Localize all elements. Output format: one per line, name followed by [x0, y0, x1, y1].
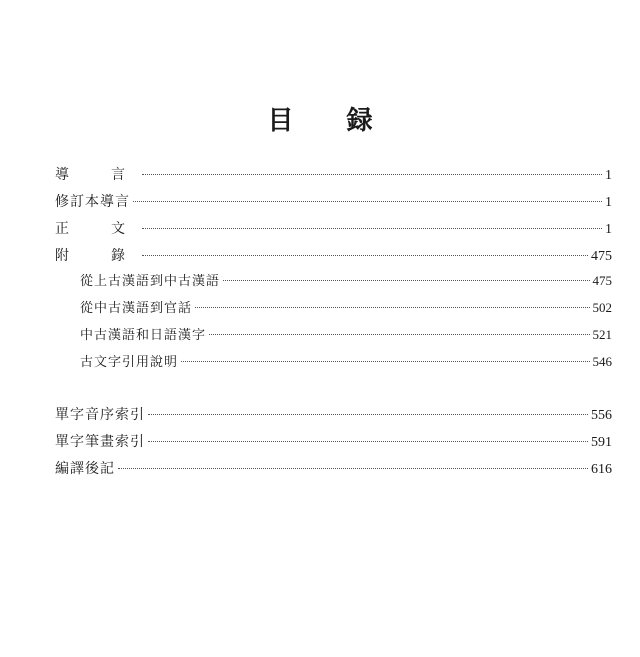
- appendix-entries-list: [80, 270, 612, 378]
- toc-entry-label: 導 言: [55, 167, 139, 183]
- dot-leader: [118, 468, 588, 469]
- toc-entry-page: 475: [591, 249, 612, 264]
- toc-entry-page: 546: [592, 354, 612, 369]
- toc-entry-label: 編譯後記: [55, 461, 115, 477]
- dot-leader: [223, 280, 589, 281]
- index-entries-list: [55, 404, 612, 485]
- toc-entry-revised-intro[interactable]: [55, 191, 612, 218]
- dot-leader: [181, 361, 589, 362]
- toc-entry-page: 616: [591, 462, 612, 477]
- toc-subentry-old-to-middle[interactable]: [80, 270, 612, 297]
- toc-entry-label: 從上古漢語到中古漢語: [80, 274, 221, 289]
- toc-entry-main-text[interactable]: [55, 218, 612, 245]
- toc-entry-page: 556: [591, 408, 612, 423]
- dot-leader: [142, 228, 602, 229]
- toc-subentry-middle-to-mandarin[interactable]: [80, 297, 612, 324]
- dot-leader: [148, 441, 588, 442]
- toc-subentry-middle-and-kanji[interactable]: [80, 324, 612, 351]
- toc-entry-page: 1: [605, 222, 612, 237]
- dot-leader: [148, 414, 588, 415]
- toc-entry-label: 古文字引用說明: [80, 355, 179, 370]
- dot-leader: [142, 174, 602, 175]
- dot-leader: [133, 201, 602, 202]
- dot-leader: [195, 307, 589, 308]
- toc-entry-label: 單字筆畫索引: [55, 434, 145, 450]
- toc-subentry-ancient-script[interactable]: [80, 351, 612, 378]
- toc-entry-pinyin-index[interactable]: [55, 404, 612, 431]
- toc-entry-label: 從中古漢語到官話: [80, 301, 193, 316]
- toc-entry-page: 1: [605, 168, 612, 183]
- toc-entry-label: 中古漢語和日語漢字: [80, 328, 207, 343]
- toc-entry-label: 附 錄: [55, 248, 139, 264]
- toc-entry-page: 502: [592, 300, 612, 315]
- dot-leader: [209, 334, 589, 335]
- toc-entry-page: 521: [592, 327, 612, 342]
- toc-entry-intro[interactable]: [55, 164, 612, 191]
- toc-entry-afterword[interactable]: [55, 458, 612, 485]
- toc-entry-label: 正 文: [55, 221, 139, 237]
- dot-leader: [142, 255, 588, 256]
- toc-entry-label: 修訂本導言: [55, 194, 130, 210]
- toc-entry-appendix[interactable]: [55, 245, 612, 272]
- toc-entry-page: 475: [592, 273, 612, 288]
- toc-entry-label: 單字音序索引: [55, 407, 145, 423]
- main-entries-list: [55, 164, 612, 272]
- toc-entry-page: 591: [591, 435, 612, 450]
- toc-entry-page: 1: [605, 195, 612, 210]
- page-title: 目 録: [267, 106, 395, 136]
- toc-entry-stroke-index[interactable]: [55, 431, 612, 458]
